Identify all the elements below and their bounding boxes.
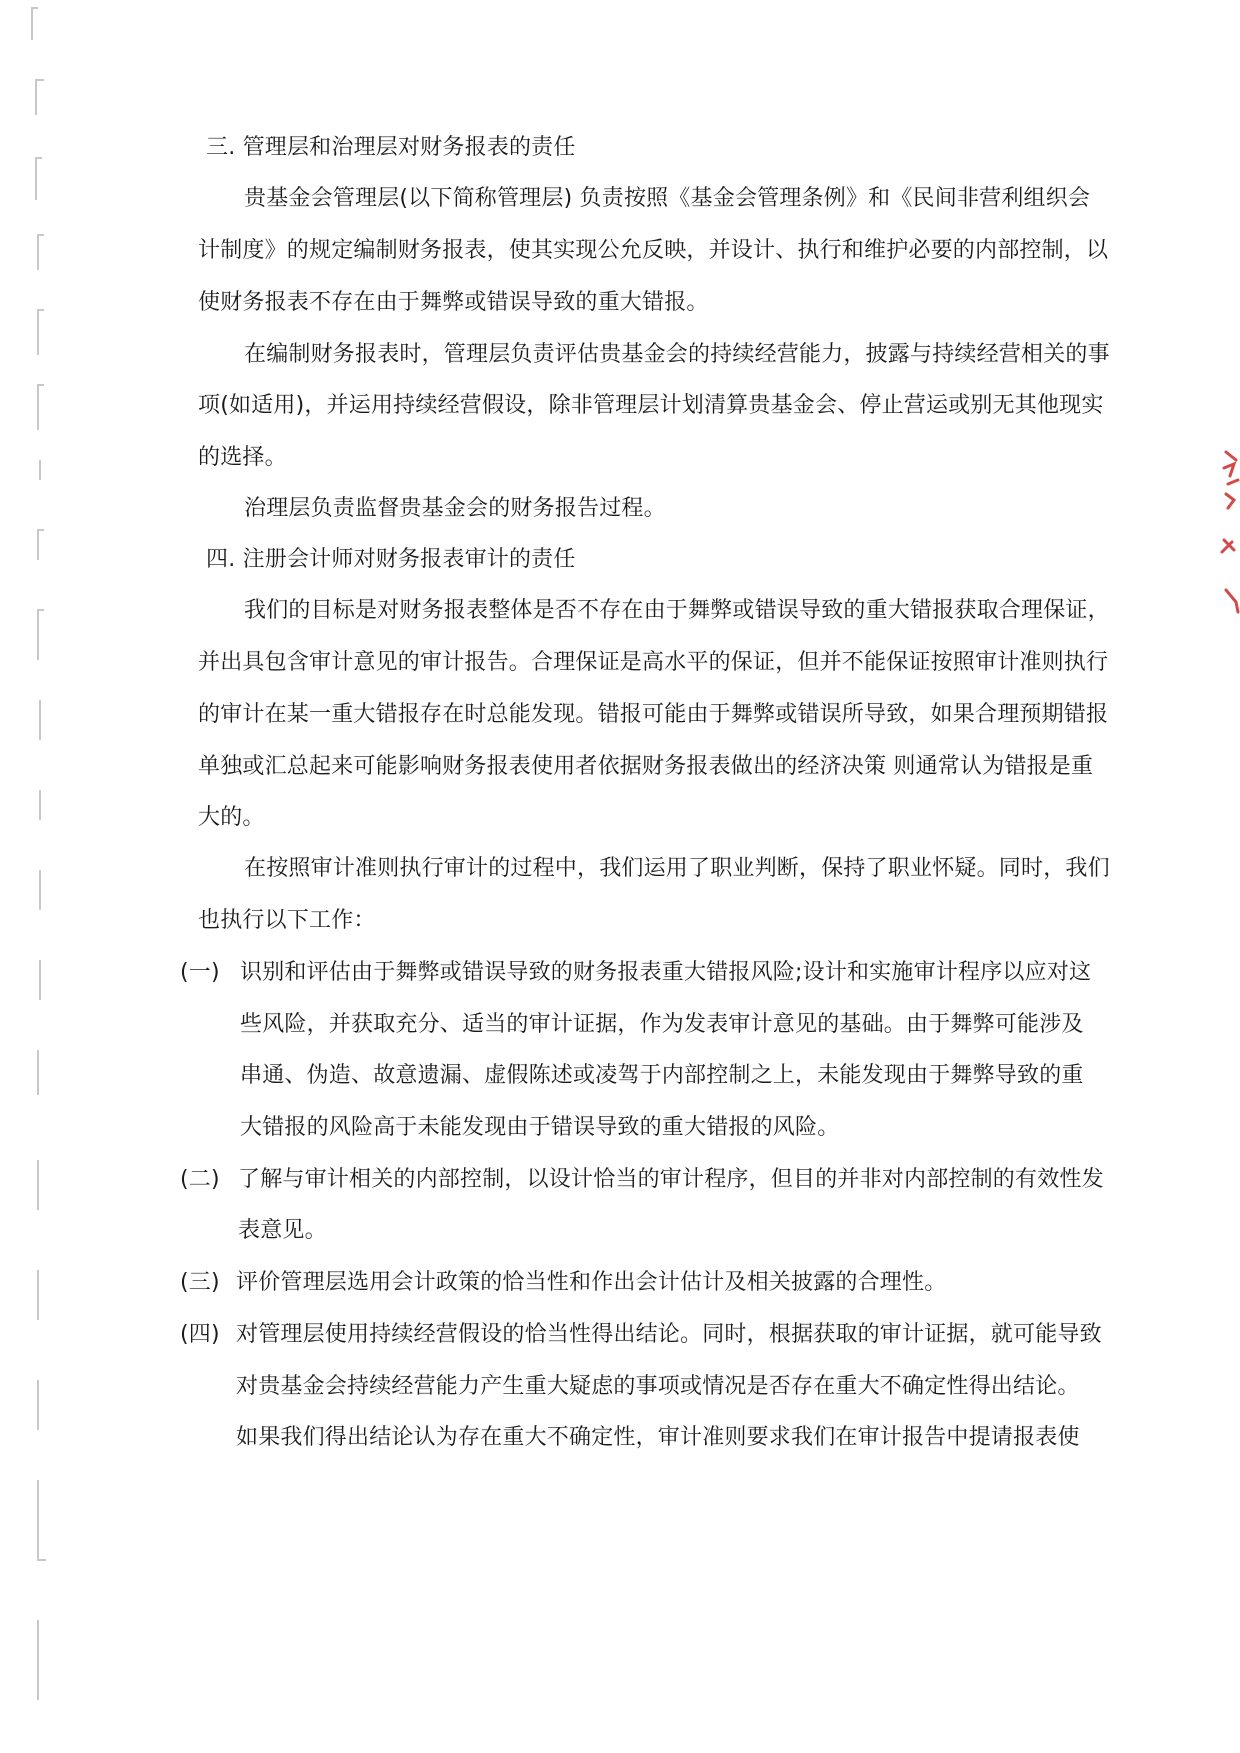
list-item-number: (四)	[180, 1322, 220, 1347]
list-item-line: 识别和评估由于舞弊或错误导致的财务报表重大错报风险;设计和实施审计程序以应对这	[240, 960, 1092, 985]
section-heading: 四. 注册会计师对财务报表审计的责任	[206, 547, 576, 572]
list-item-line: 如果我们得出结论认为存在重大不确定性，审计准则要求我们在审计报告中提请报表使	[236, 1425, 1080, 1450]
paragraph-line: 的审计在某一重大错报存在时总能发现。错报可能由于舞弊或错误所导致，如果合理预期错报	[198, 702, 1109, 727]
list-item-line: 对贵基金会持续经营能力产生重大疑虑的事项或情况是否存在重大不确定性得出结论。	[236, 1374, 1080, 1399]
paragraph-line: 使财务报表不存在由于舞弊或错误导致的重大错报。	[198, 290, 709, 315]
list-item-number: (一)	[180, 960, 220, 985]
list-item-line: 对管理层使用持续经营假设的恰当性得出结论。同时，根据获取的审计证据，就可能导致	[236, 1322, 1102, 1347]
paragraph-line: 在编制财务报表时，管理层负责评估贵基金会的持续经营能力，披露与持续经营相关的事	[244, 342, 1110, 367]
paragraph-line: 我们的目标是对财务报表整体是否不存在由于舞弊或错误导致的重大错报获取合理保证，	[244, 598, 1110, 623]
paragraph-line: 项(如适用)，并运用持续经营假设，除非管理层计划清算贵基金会、停止营运或别无其他现实	[198, 393, 1104, 418]
paragraph-line: 计制度》的规定编制财务报表，使其实现公允反映，并设计、执行和维护必要的内部控制，以	[198, 238, 1109, 263]
paragraph-line: 在按照审计准则执行审计的过程中，我们运用了职业判断，保持了职业怀疑。同时，我们	[244, 856, 1110, 881]
list-item-line: 串通、伪造、故意遗漏、虚假陈述或凌驾于内部控制之上，未能发现由于舞弊导致的重	[240, 1063, 1084, 1088]
paragraph-line: 贵基金会管理层(以下简称管理层) 负责按照《基金会管理条例》和《民间非营利组织会	[244, 186, 1091, 211]
list-item-line: 评价管理层选用会计政策的恰当性和作出会计估计及相关披露的合理性。	[236, 1270, 947, 1295]
section-heading: 三. 管理层和治理层对财务报表的责任	[206, 135, 576, 160]
list-item-line: 了解与审计相关的内部控制，以设计恰当的审计程序，但目的并非对内部控制的有效性发	[238, 1167, 1104, 1192]
paragraph-line: 大的。	[198, 805, 265, 830]
paragraph-line: 并出具包含审计意见的审计报告。合理保证是高水平的保证，但并不能保证按照审计准则执行	[198, 650, 1109, 675]
list-item-line: 些风险，并获取充分、适当的审计证据，作为发表审计意见的基础。由于舞弊可能涉及	[240, 1012, 1084, 1037]
list-item-line: 表意见。	[238, 1218, 327, 1243]
paragraph-line: 也执行以下工作：	[198, 908, 376, 933]
paragraph-line: 单独或汇总起来可能影响财务报表使用者依据财务报表做出的经济决策 则通常认为错报是重	[198, 754, 1094, 779]
paragraph-line: 治理层负责监督贵基金会的财务报告过程。	[244, 496, 666, 521]
paragraph-line: 的选择。	[198, 445, 287, 470]
list-item-line: 大错报的风险高于未能发现由于错误导致的重大错报的风险。	[240, 1115, 840, 1140]
list-item-number: (三)	[180, 1270, 220, 1295]
list-item-number: (二)	[180, 1167, 220, 1192]
